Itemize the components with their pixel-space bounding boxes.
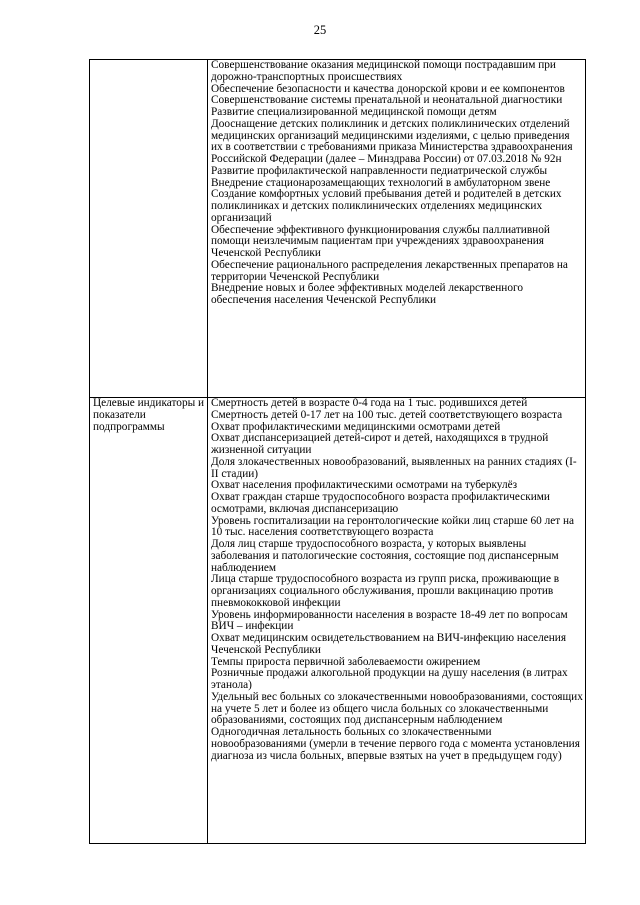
list-item: Розничные продажи алкогольной продукции на душу населения (в литрах этанола) — [211, 667, 568, 691]
list-item: Смертность детей 0-17 лет на 100 тыс. детей соответствующего возраста — [211, 408, 563, 421]
list-item: Дооснащение детских поликлиник и детских поликлинических отделений медицинских организаций медицинскими изделиями, с целью приведения их в соответствии с требованиями приказа Министерства здравоохранения Российской Федерации (далее – Минздрава России) от 07.03.2018 № 92н — [211, 117, 573, 165]
list-item: Обеспечение безопасности и качества донорской крови и ее компонентов — [211, 82, 565, 95]
list-item: Темпы прироста первичной заболеваемости ожирением — [211, 655, 481, 668]
table-row — [90, 398, 586, 844]
list-item: Доля злокачественных новообразований, выявленных на ранних стадиях (I-II стадии) — [211, 455, 577, 480]
list-item: Внедрение новых и более эффективных моделей лекарственного обеспечения населения Чеченской Республики — [211, 282, 523, 306]
list-item: Лица старше трудоспособного возраста из групп риска, проживающие в организациях социального обслуживания, прошли вакцинацию против пневмококковой инфекции — [211, 573, 560, 609]
list-item: Обеспечение эффективного функционирования службы паллиативной помощи неизлечимым пациентам при учреждениях здравоохранения Чеченской Республики — [211, 223, 550, 259]
list-item: Обеспечение рационального распределения лекарственных препаратов на территории Чеченской Республики — [211, 258, 568, 283]
list-item: Охват профилактическими медицинскими осмотрами детей — [211, 420, 501, 433]
page-number: 25 — [313, 23, 327, 37]
list-item: Охват диспансеризацией детей-сирот и детей, находящихся в трудной жизненной ситуации — [211, 432, 549, 456]
list-item: Совершенствование оказания медицинской помощи пострадавшим при дорожно-транспортных происшествиях — [211, 59, 556, 83]
list-item: Удельный вес больных со злокачественными новообразованиями, состоящих на учете 5 лет и более из общего числа больных со злокачественными образованиями, состоящих под диспансерным наблюдением — [211, 690, 583, 727]
list-item: Уровень госпитализации на геронтологические койки лиц старше 60 лет на 10 тыс. населения соответствующего возраста — [211, 514, 575, 539]
program-table — [89, 59, 586, 844]
list-item: Одногодичная летальность больных со злокачественными новообразованиями (умерли в течение первого года с момента установления диагноза из числа больных, впервые взятых на учет в предыдущем году) — [211, 726, 580, 762]
row-label-cell: Целевые индикаторы и показатели подпрограммы — [90, 398, 208, 844]
list-item: Совершенствование системы пренатальной и неонатальной диагностики — [211, 94, 563, 107]
list-item: Доля лиц старше трудоспособного возраста, у которых выявлены заболевания и патологические состояния, состоящие под диспансерным наблюдением — [211, 538, 559, 574]
list-item: Внедрение стационарозамещающих технологий в амбулаторном звене — [211, 176, 551, 189]
list-item: Охват населения профилактическими осмотрами на туберкулёз — [211, 479, 518, 492]
row-label-cell — [90, 60, 208, 398]
list-item: Охват медицинским освидетельствованием на ВИЧ-инфекцию населения Чеченской Республики — [211, 632, 567, 656]
list-item: Создание комфортных условий пребывания детей и родителей в детских поликлиниках и детских поликлинических отделениях медицинских организаций — [211, 188, 562, 224]
row-content-cell — [208, 60, 586, 398]
list-item: Развитие специализированной медицинской помощи детям — [211, 106, 497, 118]
list-item: Смертность детей в возрасте 0-4 года на 1 тыс. родившихся детей — [211, 397, 528, 409]
row-content-cell — [208, 398, 586, 844]
list-item: Уровень информированности населения в возрасте 18-49 лет по вопросам ВИЧ – инфекции — [211, 608, 568, 633]
table-row — [90, 60, 586, 398]
list-item: Охват граждан старше трудоспособного возраста профилактическими осмотрами, включая диспансеризацию — [211, 491, 550, 515]
list-item: Развитие профилактической направленности педиатрической службы — [211, 164, 548, 177]
